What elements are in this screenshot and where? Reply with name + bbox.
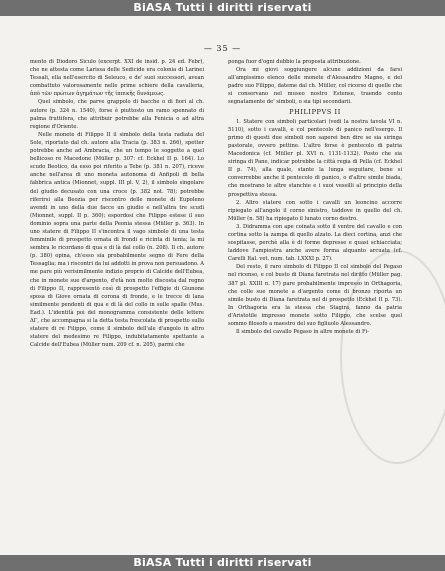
right-column [228,58,402,498]
left-column [30,58,204,548]
section-paragraph-1: 1. Statere con simboli particolari (vedi la nostra tavola VI n. 5110), sotto i cavalli, e col pentecolo di panico nell'esergo. Il primo di questi due simboli non saperei ben dire se sia siringa pastorale, ovvero pettine. L'altro forse è pentecolo di patria Macedonica (cf. Müller pl. XVI n. 1131-1132). Posto che sia siringa di Pane, indicar potrebbe la città regia di Pella (cf. Eckhel II p. 74), alla quale, stante la lunga seguitare, bene si converrebbe anche il pentecolo di panico, o d'altre simile biada, che mostrano le altre stanchie e i suoi vessilli al principio della prospettiva stessa. [228,118,402,198]
left-paragraph-3: Nelle monete di Filippo II il simbolo della testa radiata del Sole, riportato dal ch. autore alla Tracia (p. 383 n. 266), spetter potrebbe anche ad Ambracia, che un tempo le soggette a quel bellicoso re Macedone (Müller p. 307: cf. Eckhel II p. 164). Lo scudo Beotico, da esso poi riferito a Tebe (p. 381 n. 207), riceve anche nell'area di uno moneta autonoma di Anfipoli di bella fabbrica antica (Mionnet, suppl. III pl. V, 2), il simbolo singolare del giudio decusato con una croce (p. 382 not. 78); potrebbe riferirsi alla Beozia per riscontro delle monete di Eupoleno avendi in uno della due facce un giudio e nell'altra tre scudi (Mionnet, suppl. II p. 360); espordosi che Filippo estese il suo dominio sopra una parte della Peonia stessa (Müller p. 363). In uno statere di Filippo II s'incontra il vago simbolo di una testa femminile di prospetto ornata di frondi e ricinta di tenia; la mi sembra le ricordano di qua e di là dal collo (n. 208). Il ch. autore (p. 380) opina, ch'esso sia probabilmente segno di Fere della Tessaglia; ma i riscontri da lui addotti in prova non persuadono. A me pare più verisimilmente indizio proprio di Calcide dell'Eubea, che in monete sue d'argento, d'età non molto discosta dal regno di Filippo II, rappresentò così di prospetto l'effigie di Giunone sposa di Giove ornata di corona di fronde, e le trecce di lana similmente pendenti di qua e di là del collo in sulle spalle (Mus. Ead.). L'identità poi del monogramma consistente delle lettere ΔΓ, che accompagna si la detta testa frescolata di prospetto sullo statere di re Filippo, come il simbolo dell'ale d'angolo in altro statere del medesimo re Filippo, indubitatamente spettante a Calcide dell'Eubea (Müller num. 209 cf. n. 205), parmi che [30,131,204,349]
watermark-top: BiASA Tutti i diritti riservati [0,0,445,16]
page-number: — 35 — [203,44,242,53]
right-paragraph-1: ponga fuor d'ogni dubbio la proposta attribuzione. [228,59,361,65]
left-paragraph-2: Quel simbolo, che parve grappolo di bacche o di fiori al ch. autore (p. 324 n. 1540), forse è piuttosto un ramo spennato di palma fruttifera, che attribuir potrebbe alla Fenicia o ad altra regione d'Oriente. [30,99,204,130]
section-paragraph-2: 2. Altro statere con sotto i cavalli un leoncino accorre ripiegato all'angolo il corno sinistro, taddove in quello del ch. Müller (n. 58) ha ripiegato il lunato corno destro. [228,199,402,222]
right-paragraph-2: Ora mi giovi soggiungere alcune addizioni da farsi all'ampissimo elenco delle monete d'Alessandro Magno, e del padre suo Filippo, dateme dal ch. Müller, col ricorso di quelle che si conservano nel museo nostro Estense, traendo conto segnatamente de' simboli, o sia tipi secondarii. [228,67,402,106]
left-paragraph-1: mento di Diodoro Siculo (excerpt. XXI de insid. p. 24 ed. Febr), che ne attesta come Larissa delle Sedicide era colonia di Larinei Tessali, ella nell'esercito di Seleuco, e de' suoi successori, avean combattuto valorosamente nelle prime schiere della cavalleria, ἀπὸ τῶν πρώτων ἀγημάτων τῆς ἱππικῆς δυνάμεως. [30,59,204,98]
section-paragraph-4: Del resto, il raro simbolo di Filippo II col simbolo del Pegaso nel ricenso, e col busto di Diana faretrata nel diritto (Müller pag. 387 pl. XXIII n. 17) pare probabilmente impresso in Orthagoria, che colle sue monete a d'argento come di bronzo riporta un simile busto di Diana faretrata nel di prospetto (Eckhel II p. 73). In Orthagoria era la stessa che Stagira, fanno da patria d'Aristotile impresso monete sotto Filippo, che scelse quel sommo filosofo a maestro del suo figliuolo Alessandro. [228,264,402,327]
section-paragraph-5: Il simbolo del cavallo Pegaso in altre monete di Fi- [236,329,370,336]
watermark-bottom: BiASA Tutti i diritti riservati [0,555,445,571]
section-title: PHILIPPVS II [289,107,341,116]
section-paragraph-3: 3. Didramma con ape coinata sotto il ventre del cavallo e con cortina sotto la zampa di quello alzato. La dieci cortina, anzi che sospitasse, perchè alla è di forme depresse e quasi schiacciata; laddove l'ampiostra anche avere forma alquanto arcuata (cf. Carelli Ital. vet. num. tab. LXXXI p. 27). [228,223,402,263]
